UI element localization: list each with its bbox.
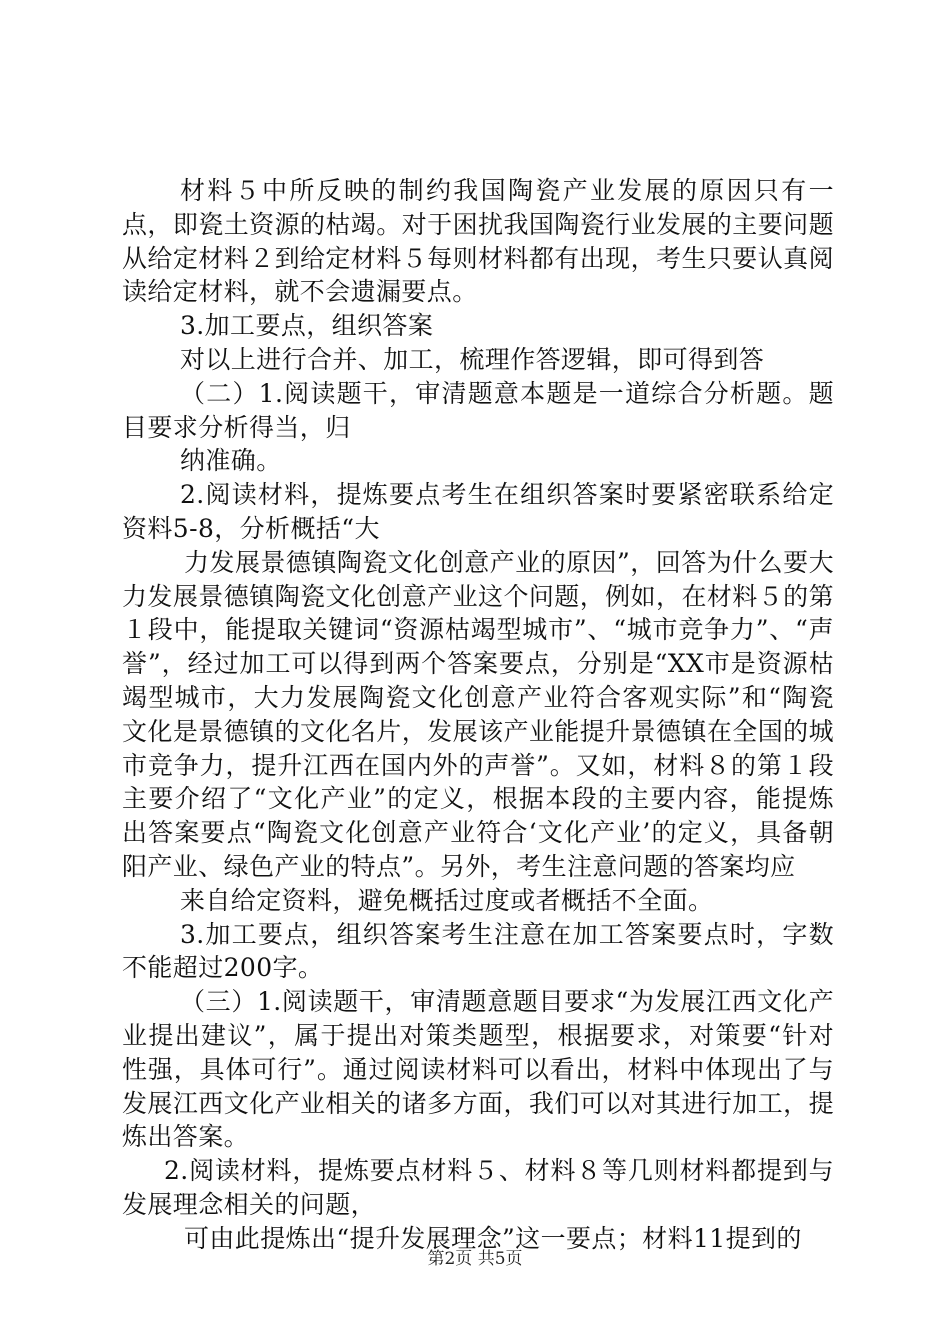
page-footer: 第2页 共5页 [427,1249,523,1269]
paragraph-2: 3.加工要点，组织答案 [180,311,434,341]
paragraph-9: 3.加工要点，组织答案考生注意在加工答案要点时，字数不能超过200字。 [122,919,834,983]
paragraph-6: 2.阅读材料，提炼要点考生在组织答案时要紧密联系给定资料5-8，分析概括“大 [122,480,834,543]
paragraph-8: 来自给定资料，避免概括过度或者概括不全面。 [180,885,714,915]
paragraph-7: 力发展景德镇陶瓷文化创意产业的原因”，回答为什么要大力发展景德镇陶瓷文化创意产业这个问题，例如，在材料５的第１段中，能提取关键词“资源枯竭型城市”、“城市竞争力”、“声誉”，经过加工可以得到两个答案要点，分别是“XX市是资源枯竭型城市，大力发展陶瓷文化创意产业符合客观实际”和“陶瓷文化是景德镇的文化名片，发展该产业能提升景德镇在全国的城市竞争力，提升江西在国内外的声誉”。又如，材料８的第１段主要介绍了“文化产业”的定义，根据本段的主要内容，能提炼出答案要点“陶瓷文化创意产业符合‘文化产业’的定义，具备朝阳产业、绿色产业的特点”。另外，考生注意问题的答案均应 [122,547,834,881]
document-body [122,174,834,1256]
paragraph-3: 对以上进行合并、加工，梳理作答逻辑，即可得到答 [180,344,765,374]
paragraph-12: 可由此提炼出“提升发展理念”这一要点；材料11提到的 [184,1223,802,1253]
paragraph-11: 2.阅读材料，提炼要点材料５、材料８等几则材料都提到与发展理念相关的问题， [122,1156,834,1219]
paragraph-1: 材料５中所反映的制约我国陶瓷产业发展的原因只有一点，即瓷土资源的枯竭。对于困扰我国陶瓷行业发展的主要问题从给定材料２到给定材料５每则材料都有出现，考生只要认真阅读给定材料，就不会遗漏要点。 [122,176,834,307]
paragraph-5: 纳准确。 [180,446,282,476]
paragraph-10: （三）1.阅读题干，审清题意题目要求“为发展江西文化产业提出建议”，属于提出对策类题型，根据要求，对策要“针对性强，具体可行”。通过阅读材料可以看出，材料中体现出了与发展江西文化产业相关的诸多方面，我们可以对其进行加工，提炼出答案。 [122,987,834,1152]
paragraph-4: （二）1.阅读题干，审清题意本题是一道综合分析题。题目要求分析得当，归 [122,378,834,442]
